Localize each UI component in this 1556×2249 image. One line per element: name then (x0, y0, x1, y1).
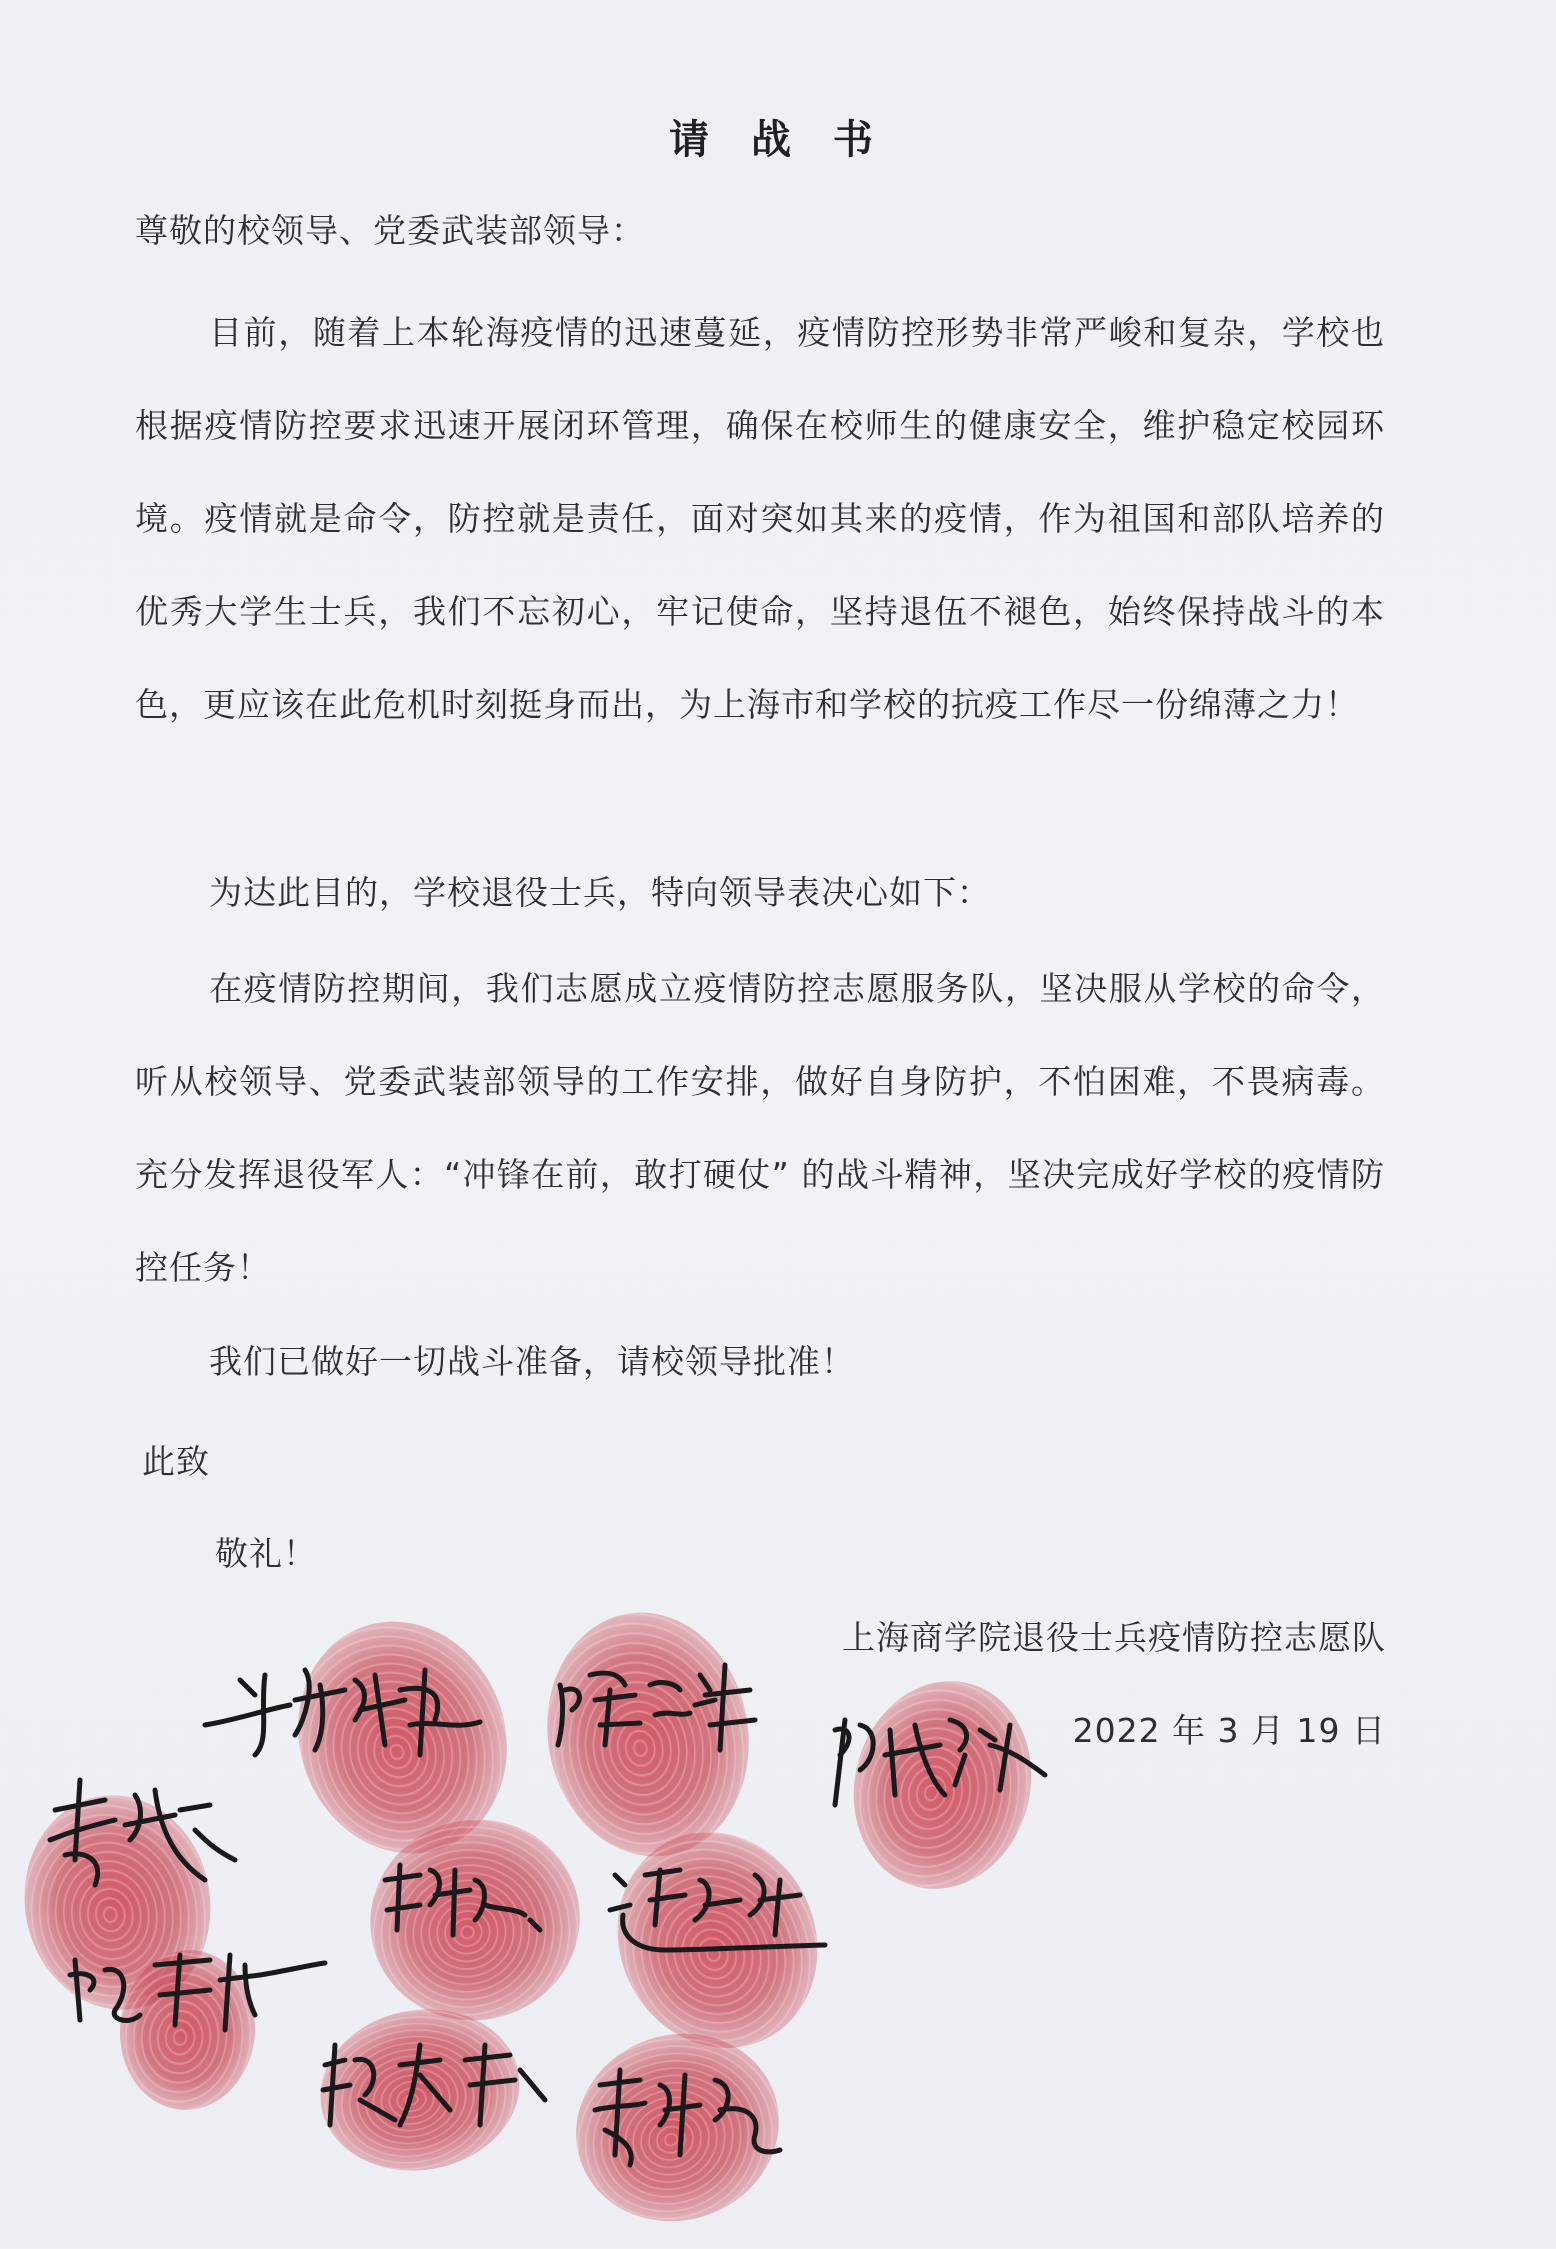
handwritten-signature (605, 1855, 835, 1970)
body-paragraph: 我们已做好一切战斗准备，请校领导批准！ (209, 1342, 855, 1381)
letter-date: 2022 年 3 月 19 日 (1072, 1711, 1386, 1750)
organization-name: 上海商学院退役士兵疫情防控志愿队 (842, 1618, 1386, 1657)
handwritten-signature (550, 1645, 760, 1765)
regards-phrase: 敬礼！ (215, 1534, 317, 1573)
body-paragraph: 目前，随着上本轮海疫情的迅速蔓延，疫情防控形势非常严峻和复杂，学校也根据疫情防控要求迅速开展闭环管理，确保在校师生的健康安全，维护稳定校园环境。疫情就是命令，防控就是责任，面对突如其来的疫情，作为祖国和部队培养的优秀大学生士兵，我们不忘初心，牢记使命，坚持退伍不褪色，始终保持战斗的本色，更应该在此危机时刻挺身而出，为上海市和学校的抗疫工作尽一份绵薄之力！ (135, 313, 1385, 724)
body-paragraph: 在疫情防控期间，我们志愿成立疫情防控志愿服务队，坚决服从学校的命令，听从校领导、党委武装部领导的工作安排，做好自身防护，不怕困难，不畏病毒。充分发挥退役军人：“冲锋在前，敢打硬仗” 的战斗精神，坚决完成好学校的疫情防控任务！ (135, 969, 1385, 1287)
body-paragraph: 为达此目的，学校退役士兵，特向领导表决心如下： (209, 873, 991, 912)
letter-title: 请 战 书 (669, 117, 887, 163)
handwritten-signature (35, 1770, 245, 1900)
closing-phrase: 此致 (142, 1442, 210, 1481)
handwritten-signature (820, 1700, 1050, 1810)
handwritten-signature (315, 2030, 555, 2135)
handwritten-signature (375, 1850, 545, 1945)
handwritten-signature (585, 2055, 790, 2175)
handwritten-signature (195, 1650, 495, 1770)
salutation: 尊敬的校领导、党委武装部领导： (135, 211, 645, 250)
handwritten-signature (60, 1935, 330, 2045)
